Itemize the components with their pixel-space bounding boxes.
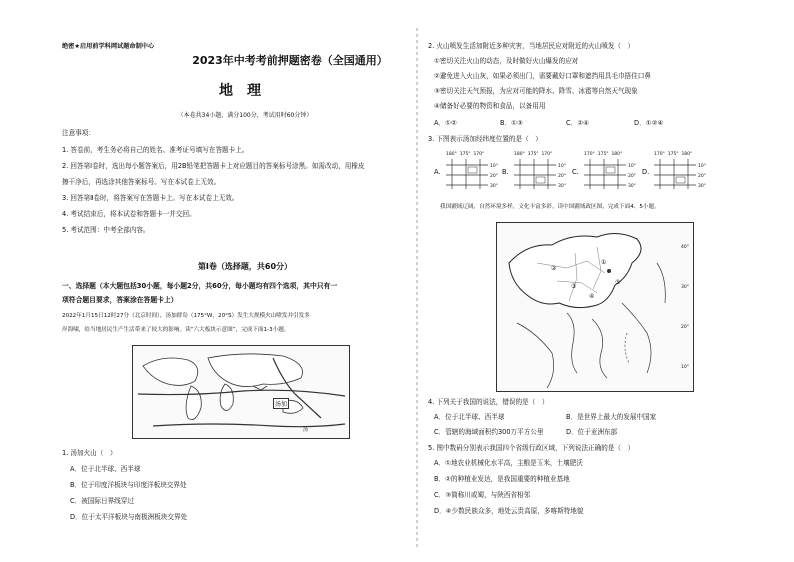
q1-option-a[interactable]: A．位于北半球、西半球 [70, 465, 141, 473]
notice-item-1: 1. 答卷前，考生务必将自己的姓名、准考证号填写在答题卡上。 [62, 146, 249, 154]
q3b-lon-3: 170° [541, 152, 553, 157]
section-instruction-2: 项符合题目要求，答案涂在答题卡上） [62, 296, 178, 304]
q3d-lon-1: 170° [654, 152, 665, 157]
confidential-stamp: 绝密★启用前学科网试题命制中心 [62, 43, 155, 50]
china-map-svg [497, 223, 693, 391]
q3-option-a[interactable]: A. [434, 168, 441, 176]
q3-option-c[interactable]: C. [572, 168, 579, 176]
q3a-lon-2: 175° [459, 152, 471, 157]
q3a-grid [446, 159, 496, 189]
tonga-label: 汤加 [273, 398, 289, 409]
q3a-lon-1: 180° [446, 152, 457, 157]
exam-title: 2023年中考考前押题密卷（全国通用） [192, 54, 388, 67]
q3c-lat-3: 30° [628, 184, 636, 189]
q4-option-d[interactable]: D．位于亚洲东部 [566, 428, 618, 436]
binding-dashed-line [412, 28, 422, 548]
q2-item-3: ③密切关注天气预报，为应对可能的降水、降雪、冰雹等自然天气现象 [434, 87, 638, 95]
q4-stem: 4. 下列关于我国的说法，错误的是（ ） [428, 398, 549, 406]
q3d-lat-1: 10° [698, 164, 706, 169]
notice-heading: 注意事项： [62, 129, 95, 137]
notice-item-2-cont: 擦干净后，再选涂其他答案标号。写在本试卷上无效。 [62, 178, 221, 186]
passage-2: 我国疆域辽阔，自然环境多样，文化丰富多彩。读中国疆域政区图，完成下面4、5小题。 [440, 204, 660, 210]
q3-stem: 3. 下图表示汤加经纬度位置的是（ ） [428, 135, 542, 143]
subject-title: 地 理 [219, 83, 261, 99]
q2-option-d[interactable]: D．①②④ [634, 119, 664, 127]
notice-item-4: 4. 考试结束后，将本试卷和答题卡一并交回。 [62, 210, 196, 218]
q3c-lon-2: 175° [597, 152, 609, 157]
q1-option-c[interactable]: C．被国际日界线穿过 [70, 497, 134, 505]
q2-option-c[interactable]: C．②④ [566, 119, 590, 127]
lat-tick-10: 10° [681, 365, 689, 370]
q3b-lon-1: 180° [514, 152, 525, 157]
binding-margin [412, 28, 422, 548]
plate-map [132, 345, 350, 439]
q5-stem: 5. 图中数码分别表示我国四个省级行政区域，下列说法正确的是（ ） [428, 444, 635, 452]
section-title: 第Ⅰ卷（选择题，共60分） [197, 262, 293, 271]
province-marker-2: ② [551, 265, 557, 272]
q3d-lon-2: 175° [667, 152, 679, 157]
notice-item-2: 2. 回答第Ⅰ卷时，选出每小题答案后，用2B铅笔把答题卡上对应题目的答案标号涂黑。如需改动，用橡皮 [62, 162, 365, 170]
exam-meta: （本卷共34小题，满分100分，考试用时60分钟） [177, 112, 313, 119]
q3d-grid [654, 159, 704, 189]
q3a-lat-1: 10° [490, 164, 498, 169]
plate-map-svg [133, 346, 349, 438]
q3a-lat-3: 30° [490, 184, 498, 189]
q1-stem: 1. 汤加火山（ ） [62, 449, 117, 457]
q3d-lat-2: 20° [698, 174, 706, 179]
q5-option-b[interactable]: B．②的种植业发达，是我国重要的种植业基地 [434, 475, 570, 483]
q5-option-c[interactable]: C．③简称川或蜀，与陕西省相邻 [434, 491, 531, 499]
q3d-lon-3: 180° [681, 152, 693, 157]
q3-option-b[interactable]: B. [502, 168, 509, 176]
q3d-lat-3: 30° [698, 184, 706, 189]
q3b-lon-2: 175° [527, 152, 539, 157]
lat-tick-20: 20° [681, 325, 689, 330]
q3a-lon-3: 170° [473, 152, 485, 157]
q4-option-b[interactable]: B．是世界上最大的发展中国家 [566, 413, 657, 421]
q4-option-a[interactable]: A．位于北半球、西半球 [434, 413, 505, 421]
q3a-lat-2: 20° [490, 174, 498, 179]
province-marker-5: ⑤ [615, 279, 621, 286]
q3c-lon-1: 170° [584, 152, 595, 157]
province-marker-4: ④ [589, 293, 595, 300]
province-marker-3: ③ [571, 283, 577, 290]
notice-item-3: 3. 回答第Ⅱ卷时，将答案写在答题卡上。写在本试卷上无效。 [62, 194, 239, 202]
q3b-grid [514, 159, 564, 189]
q2-option-a[interactable]: A．①② [434, 119, 457, 127]
q2-item-2: ②避免进入火山灰，如果必须出门，需要戴好口罩和遮挡用具毛巾捂住口鼻 [434, 72, 651, 80]
q2-option-b[interactable]: B．①③ [500, 119, 523, 127]
q3-option-d[interactable]: D. [642, 168, 650, 176]
q3c-lat-1: 10° [628, 164, 636, 169]
q3-figure-d [654, 152, 724, 188]
passage-line-2: 岸海啸，给当地居民生产生活带来了较大的影响。读“六大板块示意图”，完成下面1-3小题。 [62, 327, 290, 333]
q4-option-c[interactable]: C．管辖的海域面积约300万平方公里 [434, 428, 544, 436]
q5-option-d[interactable]: D．④少数民族众多，地处云贵高原，多喀斯特地貌 [434, 507, 584, 515]
q2-stem: 2. 火山喷发生活加附近多种灾害，当地居民应对附近的火山喷发（ ） [428, 42, 635, 50]
q2-item-4: ④储备好必要的物资和食品，以备用用 [434, 102, 546, 110]
q3b-lat-3: 30° [558, 184, 566, 189]
china-map [496, 222, 694, 392]
notice-item-5: 5. 考试范围：中考全部内容。 [62, 226, 150, 234]
q3c-grid [584, 159, 634, 189]
province-marker-1: ① [601, 259, 607, 266]
q2-item-1: ①密切关注火山的动态，及时做好火山爆发的应对 [434, 57, 579, 65]
q5-option-a[interactable]: A．①地农业机械化水平高，主粮是玉米，土壤肥沃 [434, 459, 583, 467]
q1-option-b[interactable]: B．位于印度洋板块与印度洋板块交界处 [70, 481, 187, 489]
lat-tick-40: 40° [681, 245, 689, 250]
q3b-lat-2: 20° [558, 174, 566, 179]
tonga-inset-label: 汤 [303, 427, 309, 433]
lat-tick-30: 30° [681, 285, 689, 290]
q3c-lon-3: 180° [611, 152, 623, 157]
section-instruction-1: 一、选择题（本大题包括30小题，每小题2分，共60分，每小题均有四个选项，其中只有一 [62, 282, 338, 290]
q3b-lat-1: 10° [558, 164, 566, 169]
passage-line-1: 2022年1月15日12时27分（北京时间），汤加群岛（175°W，20°S）发生大规模火山喷发并引发多 [62, 313, 310, 319]
q3c-lat-2: 20° [628, 174, 636, 179]
q1-option-d[interactable]: D．位于太平洋板块与南极洲板块交界处 [70, 513, 188, 521]
